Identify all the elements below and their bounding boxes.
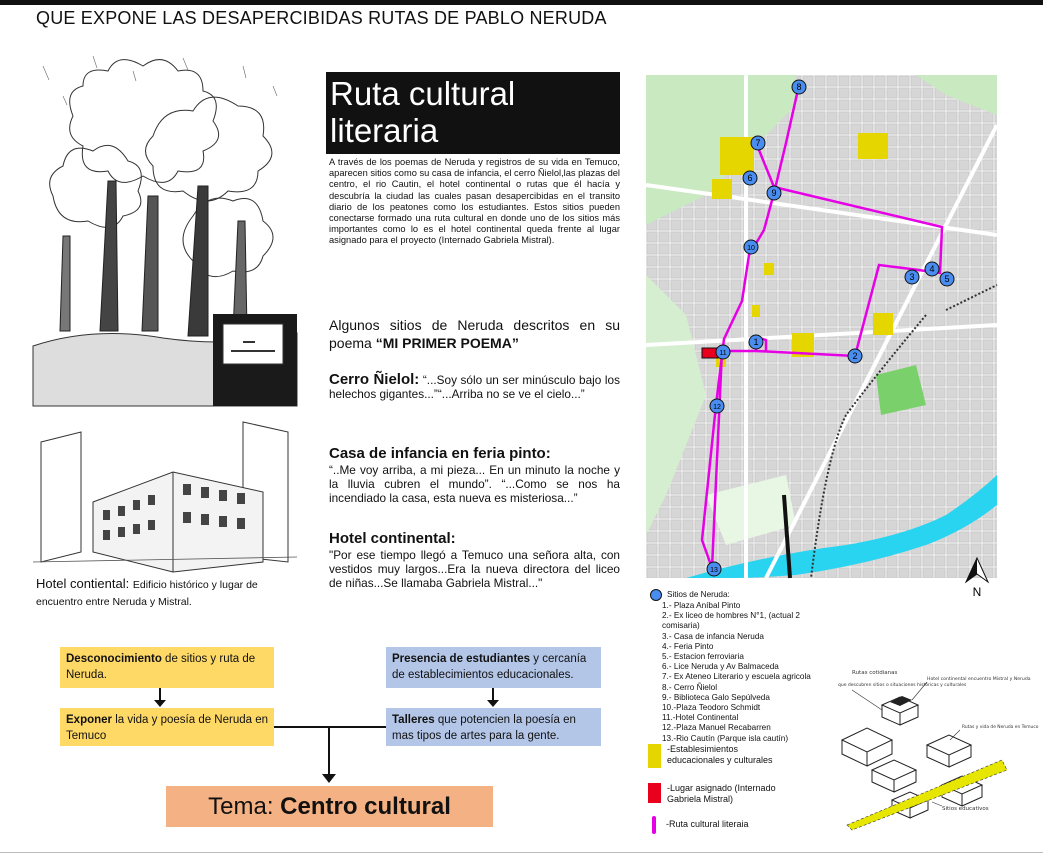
note-que: que descubren sitios o situaciones históricas y culturales bbox=[838, 683, 967, 688]
marker-5-label: 5 bbox=[944, 274, 950, 284]
legend-list bbox=[650, 601, 830, 744]
top-rule bbox=[0, 0, 1043, 5]
arrow-down-icon bbox=[487, 700, 499, 707]
map-marker-8 bbox=[792, 80, 806, 94]
map-marker-5 bbox=[940, 272, 954, 286]
legend-item: 9.- Biblioteca Galo Sepúlveda bbox=[662, 692, 770, 702]
marker-11-label: 11 bbox=[719, 350, 727, 357]
legend-item: 3.- Casa de infancia Neruda bbox=[662, 631, 764, 641]
casa-section bbox=[329, 445, 620, 505]
north-arrow-icon bbox=[962, 556, 992, 600]
box3-strong: Presencia de estudiantes bbox=[392, 653, 531, 665]
box2-strong: Exponer bbox=[66, 714, 113, 726]
flow-box-talleres bbox=[386, 708, 601, 746]
map-marker-6 bbox=[743, 171, 757, 185]
legend-route bbox=[648, 816, 808, 834]
marker-10-label: 10 bbox=[747, 245, 755, 252]
concept-sketch bbox=[832, 660, 1039, 830]
caption-strong: Hotel contiental: bbox=[36, 576, 130, 591]
route-map bbox=[646, 75, 997, 578]
legend-item: 1.- Plaza Aníbal Pinto bbox=[662, 601, 741, 610]
north-label: N bbox=[972, 585, 982, 599]
marker-12-label: 12 bbox=[713, 404, 721, 411]
flow-box-exponer bbox=[60, 708, 274, 746]
arrow-down-icon bbox=[154, 700, 166, 707]
map-marker-9 bbox=[767, 186, 781, 200]
box1-rest: de sitios y ruta de Neruda. bbox=[66, 653, 256, 681]
legend-item: 2.- Ex liceo de hombres N°1, (actual 2 comisaria) bbox=[662, 611, 800, 631]
hotel-sketch bbox=[33, 412, 297, 572]
box2-rest: la vida y poesía de Neruda en Temuco bbox=[66, 714, 269, 742]
legend-item: 6.- Lice Neruda y Av Balmaceda bbox=[662, 662, 779, 672]
marker-4-label: 4 bbox=[929, 264, 935, 274]
legend-title: Sitios de Neruda: bbox=[667, 589, 730, 599]
hotel-text: "Por ese tiempo llegó a Temuco una señora alta, con vestidos muy largos...Era la nueva directora del liceo de niñas...Se llamaba Gabriela Mistral..." bbox=[329, 548, 620, 590]
legend-item: 13.-Rio Cautín (Parque isla cautín) bbox=[662, 733, 789, 743]
tema-label: Tema: bbox=[208, 792, 274, 820]
map-marker-12 bbox=[710, 399, 724, 413]
map-marker-11 bbox=[716, 345, 730, 359]
note-rutas-vida: Rutas y vida de Neruda en Temuco bbox=[962, 725, 1039, 730]
legend-item: 12.-Plaza Manuel Recabarren bbox=[662, 723, 771, 733]
intro-paragraph: A través de los poemas de Neruda y registros de su vida en Temuco, aparecen sitios como su casa de infancia, el cerro Ñielol,las plazas del centro, el rio Cautin, el hotel continental o rutas que él hacía y descubría la ciudad las cuales pasan desapercibidas en el transito diario de los peatones como los estudiantes. Estos sitios pueden conectarse formado una ruta cultural en donde uno de los sitios más importantes como lo es el hotel continental queda frente al lugar asignado para el proyecto (Internado Gabriela Mistral). bbox=[329, 157, 620, 246]
box4-rest: que potencien la poesía en mas tipos de artes para la gente. bbox=[392, 714, 576, 742]
caption-rest: Edificio histórico y lugar de encuentro entre Neruda y Mistral. bbox=[36, 579, 258, 608]
route-title bbox=[326, 72, 620, 154]
assigned-swatch bbox=[648, 783, 661, 803]
map-marker-13 bbox=[707, 562, 721, 576]
establishment-swatch bbox=[648, 744, 661, 768]
marker-8-label: 8 bbox=[796, 82, 802, 92]
map-marker-7 bbox=[751, 136, 765, 150]
marker-3-label: 3 bbox=[909, 272, 915, 282]
flow-box-estudiantes bbox=[386, 647, 601, 688]
page-title: QUE EXPONE LAS DESAPERCIBIDAS RUTAS DE PABLO NERUDA bbox=[36, 8, 607, 28]
theme-box bbox=[166, 786, 493, 827]
note-hotel: Hotel continental encuentro Mistral y Neruda bbox=[927, 677, 1031, 682]
connector bbox=[274, 726, 386, 728]
hotel-title: Hotel continental: bbox=[329, 530, 456, 547]
sites-intro-text: Algunos sitios de Neruda descritos en su poema bbox=[329, 317, 620, 351]
note-sitios: Sitios educativos bbox=[942, 806, 989, 812]
route-label: -Ruta cultural literaia bbox=[666, 819, 749, 829]
title-line-1: Ruta cultural bbox=[330, 75, 516, 112]
flow-box-desconocimiento bbox=[60, 647, 274, 688]
title-line-2: literaria bbox=[330, 112, 439, 149]
marker-7-label: 7 bbox=[755, 138, 761, 148]
arrow-down-icon bbox=[322, 774, 336, 783]
cerro-title: Cerro Ñielol: bbox=[329, 371, 420, 388]
tema-value: Centro cultural bbox=[280, 792, 451, 820]
sites-legend bbox=[650, 589, 830, 744]
legend-establishments bbox=[648, 744, 798, 768]
site-dot-icon bbox=[650, 589, 662, 601]
box3-rest: y cercanía de establecimientos educacionales. bbox=[392, 653, 587, 681]
hotel-caption bbox=[36, 576, 306, 610]
forest-sketch bbox=[33, 46, 297, 406]
legend-item: 11.-Hotel Continental bbox=[662, 713, 739, 723]
box1-strong: Desconocimiento bbox=[66, 653, 162, 665]
note-rutas: Rutas cotidianas bbox=[852, 670, 898, 676]
route-swatch bbox=[652, 816, 656, 834]
legend-item: 4.- Feria Pinto bbox=[662, 641, 714, 651]
casa-title: Casa de infancia en feria pinto: bbox=[329, 445, 551, 462]
cerro-text: “...Soy sólo un ser minúsculo bajo los helechos gigantes...”“...Arriba no se ve el cielo...” bbox=[329, 373, 620, 401]
legend-item: 8.- Cerro Ñielol bbox=[662, 682, 718, 692]
casa-text: “..Me voy arriba, a mi pieza... En un minuto la noche y la lluvia cubren el mundo”. “...Como se nos ha incendiado la casa, esta nueva es misteriosa...” bbox=[329, 463, 620, 505]
map-marker-2 bbox=[848, 349, 862, 363]
legend-item: 5.- Estacion ferroviaria bbox=[662, 652, 744, 662]
map-marker-1 bbox=[749, 335, 763, 349]
box4-strong: Talleres bbox=[392, 714, 435, 726]
connector bbox=[328, 726, 330, 776]
map-marker-4 bbox=[925, 262, 939, 276]
legend-item: 7.- Ex Ateneo Literario y escuela agricola bbox=[662, 672, 811, 682]
establishments-label: -Establesimientos educacionales y culturales bbox=[667, 744, 773, 765]
marker-2-label: 2 bbox=[852, 351, 858, 361]
assigned-label: -Lugar asignado (Internado Gabriela Mistral) bbox=[667, 783, 776, 804]
marker-9-label: 9 bbox=[771, 188, 777, 198]
map-marker-3 bbox=[905, 270, 919, 284]
marker-6-label: 6 bbox=[747, 173, 753, 183]
map-marker-10 bbox=[744, 240, 758, 254]
hotel-section bbox=[329, 530, 620, 590]
legend-item: 10.-Plaza Teodoro Schmidt bbox=[662, 703, 761, 713]
legend-assigned bbox=[648, 783, 808, 805]
marker-13-label: 13 bbox=[710, 567, 718, 574]
marker-1-label: 1 bbox=[753, 337, 759, 347]
sites-intro bbox=[329, 316, 620, 352]
cerro-section bbox=[329, 373, 620, 401]
poem-name: “MI PRIMER POEMA” bbox=[375, 335, 519, 351]
